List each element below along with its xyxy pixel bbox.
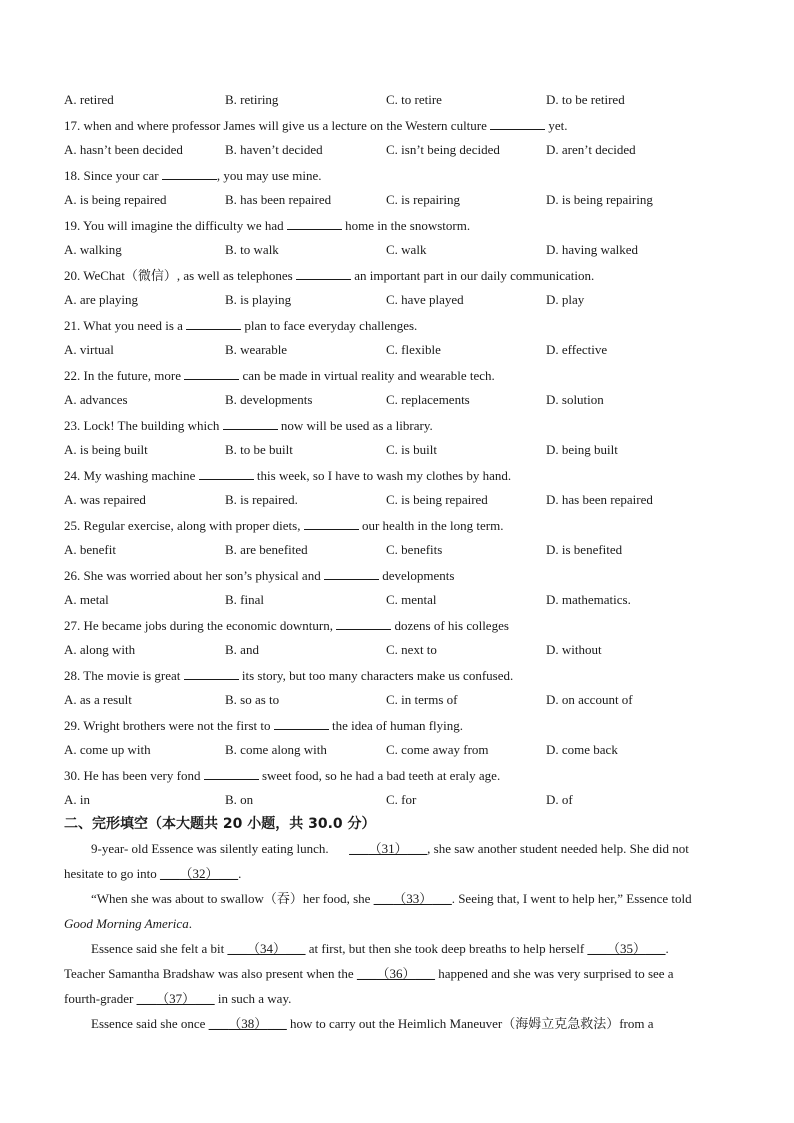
- question-stem: 17. when and where professor James will give us a lecture on the Western culture yet.: [64, 118, 568, 133]
- passage-line: hesitate to go into ___（32）___.: [64, 866, 242, 881]
- option-b[interactable]: B. is playing: [225, 292, 292, 307]
- option-b[interactable]: B. retiring: [225, 92, 279, 107]
- option-c[interactable]: C. is built: [386, 442, 437, 457]
- option-c[interactable]: C. come away from: [386, 742, 489, 757]
- option-a[interactable]: A. hasn’t been decided: [64, 142, 183, 157]
- answer-blank[interactable]: [223, 417, 278, 430]
- option-b[interactable]: B. haven’t decided: [225, 142, 323, 157]
- option-b[interactable]: B. are benefited: [225, 542, 308, 557]
- option-d[interactable]: D. being built: [546, 442, 618, 457]
- answer-blank[interactable]: [204, 767, 259, 780]
- blank-32[interactable]: ___（32）___: [160, 866, 239, 881]
- option-c[interactable]: C. is being repaired: [386, 492, 488, 507]
- passage-line: “When she was about to swallow（吞）her food, she ___（33）___. Seeing that, I went to help her,” Essence told: [91, 891, 692, 906]
- question-stem: 18. Since your car , you may use mine.: [64, 168, 322, 183]
- option-b[interactable]: B. has been repaired: [225, 192, 332, 207]
- question-stem: 28. The movie is great its story, but too many characters make us confused.: [64, 668, 514, 683]
- option-a[interactable]: A. come up with: [64, 742, 151, 757]
- option-c[interactable]: C. have played: [386, 292, 464, 307]
- option-d[interactable]: D. effective: [546, 342, 608, 357]
- option-d[interactable]: D. mathematics.: [546, 592, 631, 607]
- question-number: 30.: [64, 768, 84, 783]
- option-a[interactable]: A. in: [64, 792, 90, 807]
- option-b[interactable]: B. to walk: [225, 242, 279, 257]
- blank-37[interactable]: ___（37）___: [136, 991, 215, 1006]
- option-a[interactable]: A. metal: [64, 592, 109, 607]
- question-number: 25.: [64, 518, 84, 533]
- answer-blank[interactable]: [274, 717, 329, 730]
- blank-35[interactable]: ___（35）___: [587, 941, 666, 956]
- option-d[interactable]: D. having walked: [546, 242, 639, 257]
- option-a[interactable]: A. as a result: [64, 692, 132, 707]
- question-stem: 23. Lock! The building which now will be used as a library.: [64, 418, 433, 433]
- option-d[interactable]: D. of: [546, 792, 573, 807]
- blank-36[interactable]: ___（36）___: [356, 966, 435, 981]
- option-d[interactable]: D. come back: [546, 742, 618, 757]
- option-b[interactable]: B. wearable: [225, 342, 288, 357]
- option-a[interactable]: A. are playing: [64, 292, 139, 307]
- answer-blank[interactable]: [199, 467, 254, 480]
- question-number: 29.: [64, 718, 84, 733]
- option-a[interactable]: A. is being built: [64, 442, 148, 457]
- option-b[interactable]: B. final: [225, 592, 264, 607]
- question-stem: 26. She was worried about her son’s physical and developments: [64, 568, 455, 583]
- answer-blank[interactable]: [287, 217, 342, 230]
- answer-blank[interactable]: [186, 317, 241, 330]
- option-d[interactable]: D. is being repairing: [546, 192, 653, 207]
- option-a[interactable]: A. retired: [64, 92, 114, 107]
- passage-line: Essence said she once ___（38）___ how to carry out the Heimlich Maneuver（海姆立克急救法）from a: [91, 1016, 654, 1031]
- answer-blank[interactable]: [184, 367, 239, 380]
- option-a[interactable]: A. walking: [64, 242, 122, 257]
- blank-34[interactable]: ___（34）___: [227, 941, 306, 956]
- option-a[interactable]: A. benefit: [64, 542, 116, 557]
- question-number: 23.: [64, 418, 84, 433]
- option-c[interactable]: C. in terms of: [386, 692, 458, 707]
- option-b[interactable]: B. so as to: [225, 692, 280, 707]
- answer-blank[interactable]: [162, 167, 217, 180]
- question-stem: 27. He became jobs during the economic downturn, dozens of his colleges: [64, 618, 509, 633]
- passage-line: Essence said she felt a bit ___（34）___ at first, but then she took deep breaths to help herself ___（35）___.: [91, 941, 669, 956]
- question-number: 17.: [64, 118, 84, 133]
- option-d[interactable]: D. has been repaired: [546, 492, 653, 507]
- option-b[interactable]: B. come along with: [225, 742, 327, 757]
- option-a[interactable]: A. is being repaired: [64, 192, 167, 207]
- answer-blank[interactable]: [490, 117, 545, 130]
- option-d[interactable]: D. aren’t decided: [546, 142, 636, 157]
- option-d[interactable]: D. without: [546, 642, 602, 657]
- option-b[interactable]: B. is repaired.: [225, 492, 298, 507]
- passage-line: Teacher Samantha Bradshaw was also present when the ___（36）___ happened and she was very surprised to see a: [64, 966, 674, 981]
- question-stem: 21. What you need is a plan to face everyday challenges.: [64, 318, 418, 333]
- passage-line: fourth-grader ___（37）___ in such a way.: [64, 991, 292, 1006]
- option-d[interactable]: D. to be retired: [546, 92, 625, 107]
- blank-31[interactable]: ___（31）___: [349, 841, 428, 856]
- option-d[interactable]: D. solution: [546, 392, 604, 407]
- option-c[interactable]: C. isn’t being decided: [386, 142, 500, 157]
- question-number: 20.: [64, 268, 84, 283]
- answer-blank[interactable]: [304, 517, 359, 530]
- section-title: 二、完形填空（本大题共 20 小题，共 30.0 分）: [64, 816, 376, 832]
- option-b[interactable]: B. and: [225, 642, 259, 657]
- option-b[interactable]: B. developments: [225, 392, 313, 407]
- question-number: 24.: [64, 468, 84, 483]
- option-c[interactable]: C. walk: [386, 242, 427, 257]
- question-number: 27.: [64, 618, 84, 633]
- question-stem: 29. Wright brothers were not the first to the idea of human flying.: [64, 718, 464, 733]
- option-c[interactable]: C. replacements: [386, 392, 470, 407]
- option-d[interactable]: D. play: [546, 292, 585, 307]
- question-number: 19.: [64, 218, 84, 233]
- option-c[interactable]: C. is repairing: [386, 192, 461, 207]
- option-a[interactable]: A. was repaired: [64, 492, 146, 507]
- question-stem: 24. My washing machine this week, so I have to wash my clothes by hand.: [64, 468, 512, 483]
- option-a[interactable]: A. advances: [64, 392, 128, 407]
- blank-38[interactable]: ___（38）___: [208, 1016, 287, 1031]
- question-stem: 19. You will imagine the difficulty we had home in the snowstorm.: [64, 218, 471, 233]
- question-stem: 30. He has been very fond sweet food, so he had a bad teeth at eraly age.: [64, 768, 501, 783]
- option-d[interactable]: D. is benefited: [546, 542, 623, 557]
- option-c[interactable]: C. benefits: [386, 542, 443, 557]
- question-stem: 25. Regular exercise, along with proper diets, our health in the long term.: [64, 518, 504, 533]
- question-number: 21.: [64, 318, 84, 333]
- question-number: 28.: [64, 668, 84, 683]
- answer-blank[interactable]: [296, 267, 351, 280]
- option-c[interactable]: C. mental: [386, 592, 437, 607]
- option-b[interactable]: B. on: [225, 792, 254, 807]
- blank-33[interactable]: ___（33）___: [373, 891, 452, 906]
- option-b[interactable]: B. to be built: [225, 442, 293, 457]
- option-c[interactable]: C. flexible: [386, 342, 441, 357]
- option-c[interactable]: C. next to: [386, 642, 437, 657]
- passage-line: 9-year- old Essence was silently eating lunch. ___（31）___, she saw another student needed help. She did not: [91, 841, 689, 856]
- question-number: 18.: [64, 168, 84, 183]
- question-number: 26.: [64, 568, 84, 583]
- option-c[interactable]: C. to retire: [386, 92, 442, 107]
- option-a[interactable]: A. along with: [64, 642, 136, 657]
- question-number: 22.: [64, 368, 84, 383]
- answer-blank[interactable]: [184, 667, 239, 680]
- option-d[interactable]: D. on account of: [546, 692, 633, 707]
- answer-blank[interactable]: [324, 567, 379, 580]
- passage-line: Good Morning America.: [64, 916, 192, 931]
- option-a[interactable]: A. virtual: [64, 342, 114, 357]
- option-c[interactable]: C. for: [386, 792, 417, 807]
- question-stem: 20. WeChat（微信）, as well as telephones an important part in our daily communication.: [64, 268, 595, 283]
- question-stem: 22. In the future, more can be made in virtual reality and wearable tech.: [64, 368, 495, 383]
- answer-blank[interactable]: [336, 617, 391, 630]
